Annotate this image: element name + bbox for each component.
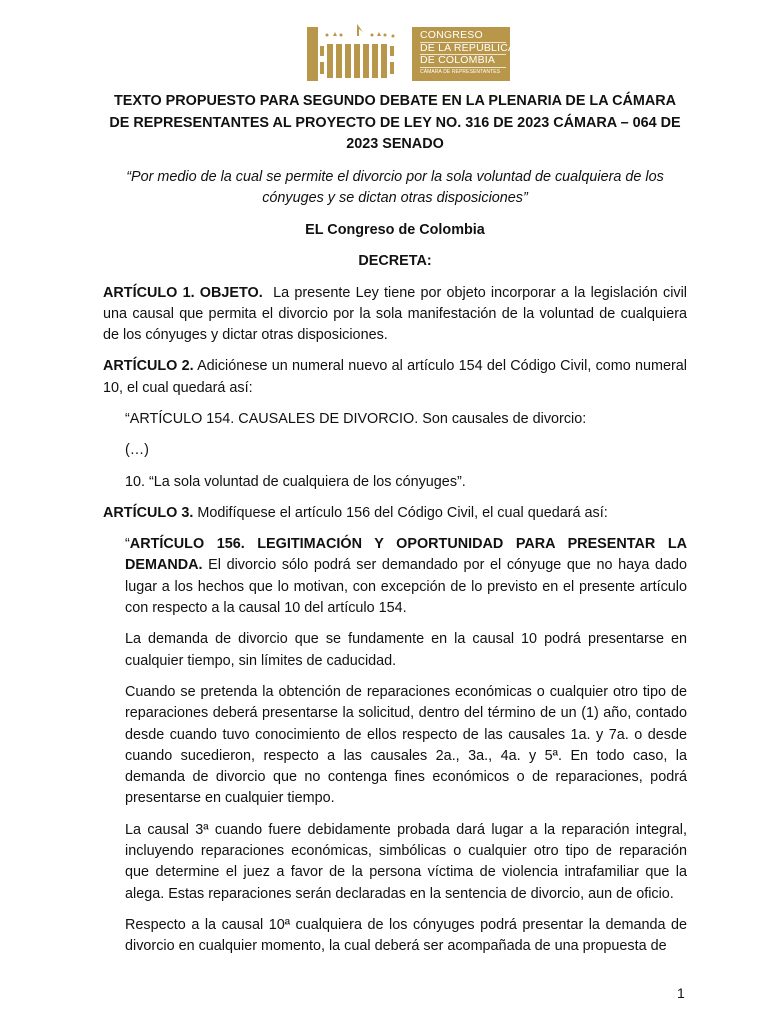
article-2-text: Adiciónese un numeral nuevo al artículo 154 del Código Civil, como numeral 10, el cual quedará así:: [103, 358, 692, 396]
logo-wordmark: [412, 27, 516, 81]
article-1-heading: ARTÍCULO 1. OBJETO.: [103, 284, 263, 301]
article-154-numeral-10: 10. “La sola voluntad de cualquiera de los cónyuges”.: [125, 473, 466, 490]
article-156-paragraph-1: La demanda de divorcio que se fundamente en la causal 10 podrá presentarse en cualquier tiempo, sin límites de caducidad.: [125, 631, 687, 669]
article-1-text: La presente Ley tiene por objeto incorporar a la legislación civil una causal que permita el divorcio por la sola manifestación de la voluntad de cualquiera de los cónyuges y dictar otras disposiciones.: [103, 284, 691, 344]
article-3: [103, 503, 687, 524]
logo-line-3: DE COLOMBIA: [420, 55, 506, 68]
page-number: 1: [677, 985, 685, 1001]
article-156-paragraph-3: La causal 3ª cuando fuere debidamente probada dará lugar a la reparación integral, incluyendo reparaciones económicas, simbólicas o cualquier otro tipo de reparación que determine el juez a favor de la persona víctima de violencia intrafamiliar que la alega. Estas reparaciones serán declaradas en la sentencia de divorcio, aun de oficio.: [125, 821, 687, 902]
logo-line-2: DE LA REPÚBLICA: [420, 41, 516, 54]
article-1: [103, 283, 691, 347]
congress-logo: [305, 18, 516, 82]
article-156-paragraph-2: Cuando se pretenda la obtención de reparaciones económicas o cualquier otro tipo de reparaciones deberá presentarse la solicitud, dentro del término de un (1) año, contado desde cuando tuvo conocimiento de ellos respecto de las causales 1a. y 7a. o desde cuando sucedieron, respecto a las causales 2a., 3a., 4a. y 5ª. En todo caso, la demanda de divorcio que no contenga fines económicos o de reparaciones, podrá presentarse en cualquier tiempo.: [125, 683, 687, 807]
decree-heading: DECRETA:: [358, 253, 432, 269]
article-3-text: Modifíquese el artículo 156 del Código Civil, el cual quedará así:: [193, 504, 608, 521]
article-3-heading: ARTÍCULO 3.: [103, 504, 194, 521]
article-2-heading: ARTÍCULO 2.: [103, 358, 194, 375]
document-subtitle: “Por medio de la cual se permite el divorcio por la sola voluntad de cualquiera de los cónyuges y se dictan otras disposiciones”: [126, 168, 664, 206]
logo-line-1: CONGRESO: [420, 30, 506, 43]
document-page: [103, 91, 692, 958]
capitol-building-icon: [305, 18, 409, 82]
logo-subline: CÁMARA DE REPRESENTANTES: [420, 68, 501, 75]
article-156-heading: ARTÍCULO 156. LEGITIMACIÓN Y OPORTUNIDAD PARA PRESENTAR LA DEMANDA.: [125, 536, 687, 574]
article-2: [103, 356, 692, 399]
article-156-intro: [125, 534, 691, 619]
enacting-body: EL Congreso de Colombia: [305, 221, 485, 238]
article-156-paragraph-4: Respecto a la causal 10ª cualquiera de los cónyuges podrá presentar la demanda de divorcio en cualquier momento, la cual deberá ser acompañada de una propuesta de: [125, 916, 687, 955]
article-156-text: El divorcio sólo podrá ser demandado por el cónyuge que no haya dado lugar a los hechos que lo motivan, con excepción de lo previsto en el presente artículo con respecto a la causal 10 del artículo 154.: [125, 557, 691, 617]
open-quote: “: [125, 536, 130, 553]
document-title: TEXTO PROPUESTO PARA SEGUNDO DEBATE EN LA PLENARIA DE LA CÁMARA DE REPRESENTANTES AL PROYECTO DE LEY NO. 316 DE 2023 CÁMARA – 064 DE 2023 SENADO: [109, 93, 681, 152]
article-154-heading: “ARTÍCULO 154. CAUSALES DE DIVORCIO. Son causales de divorcio:: [125, 410, 587, 427]
article-154-ellipsis: (…): [125, 442, 149, 459]
